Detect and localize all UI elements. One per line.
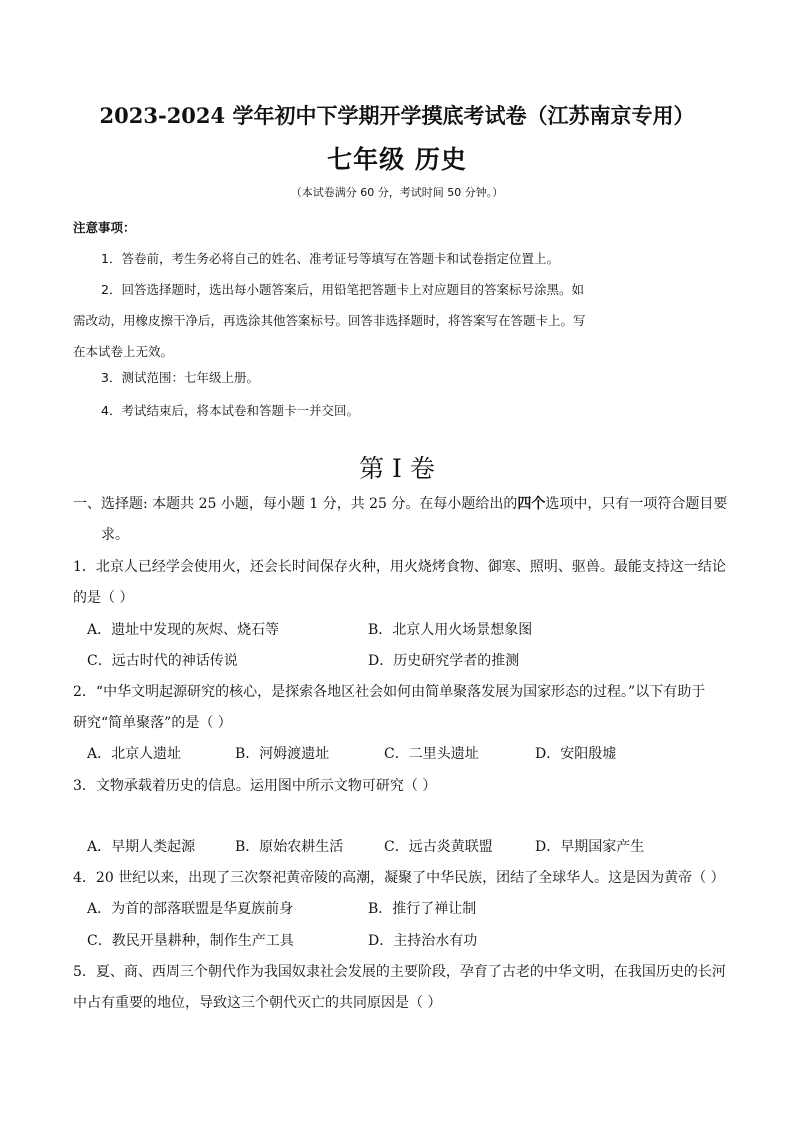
section-instructions	[73, 493, 727, 513]
exam-subtitle: 七年级 历史	[327, 145, 467, 174]
section-text: 一、选择题: 本题共 25 小题，每小题 1 分，共 25 分。在每小题给出的	[73, 496, 518, 512]
section-text: 选项中，只有一项符合题目要	[545, 496, 728, 512]
question-line: 中占有重要的地位，导致这三个朝代灭亡的共同原因是（ ）	[73, 995, 442, 1011]
notice-item: 需改动，用橡皮擦干净后，再选涂其他答案标号。回答非选择题时，将答案写在答题卡上。写	[73, 313, 586, 328]
question-line: 5．夏、商、西周三个朝代作为我国奴隶社会发展的主要阶段，孕育了古老的中华文明，在我国历史的长河	[73, 964, 726, 980]
notice-item: 1．答卷前，考生务必将自己的姓名、准考证号等填写在答题卡和试卷指定位置上。	[101, 251, 559, 266]
option-d: D．安阳殷墟	[535, 746, 617, 762]
notice-item: 4．考试结束后，将本试卷和答题卡一并交回。	[101, 403, 359, 418]
option-a: A．北京人遗址	[87, 746, 182, 762]
option-b: B．北京人用火场景想象图	[368, 622, 533, 638]
exam-title: 2023-2024 学年初中下学期开学摸底考试卷（江苏南京专用）	[99, 103, 695, 128]
question-line: 研究“简单聚落”的是（ ）	[73, 715, 232, 731]
option-d: D．主持治水有功	[368, 933, 478, 949]
question-line: 1．北京人已经学会使用火，还会长时间保存火种，用火烧烤食物、御寒、照明、驱兽。最能支持这一结论	[73, 559, 726, 575]
option-a: A．遗址中发现的灰烬、烧石等	[87, 622, 280, 638]
notice-item: 2．回答选择题时，选出每小题答案后，用铅笔把答题卡上对应题目的答案标号涂黑。如	[101, 282, 584, 297]
option-c: C．教民开垦耕种，制作生产工具	[87, 933, 294, 949]
section-instructions-cont: 求。	[101, 527, 129, 543]
option-a: A．为首的部落联盟是华夏族前身	[87, 901, 294, 917]
option-c: C．二里头遗址	[384, 746, 479, 762]
section-emphasis: 四个	[517, 496, 546, 512]
option-d: D．历史研究学者的推测	[368, 653, 520, 669]
question-line: 2．“中华文明起源研究的核心，是探索各地区社会如何由简单聚落发展为国家形态的过程。”以下有助于	[73, 684, 706, 700]
option-c: C．远古炎黄联盟	[384, 839, 493, 855]
exam-note: （本试卷满分 60 分，考试时间 50 分钟。）	[290, 186, 504, 199]
option-b: B．原始农耕生活	[235, 839, 344, 855]
notice-item: 3．测试范围：七年级上册。	[101, 370, 259, 385]
question-line: 3．文物承载着历史的信息。运用图中所示文物可研究（ ）	[73, 778, 437, 794]
volume-title: 第 I 卷	[359, 454, 435, 483]
option-a: A．早期人类起源	[87, 839, 196, 855]
notice-item: 在本试卷上无效。	[73, 344, 174, 359]
question-line: 的是（ ）	[73, 590, 134, 606]
question-line: 4．20 世纪以来，出现了三次祭祀黄帝陵的高潮，凝聚了中华民族，团结了全球华人。这是因为黄帝（ ）	[73, 870, 725, 886]
notice-heading: 注意事项：	[73, 220, 136, 235]
option-d: D．早期国家产生	[535, 839, 645, 855]
option-b: B．河姆渡遗址	[235, 746, 330, 762]
option-c: C．远古时代的神话传说	[87, 653, 238, 669]
option-b: B．推行了禅让制	[368, 901, 477, 917]
